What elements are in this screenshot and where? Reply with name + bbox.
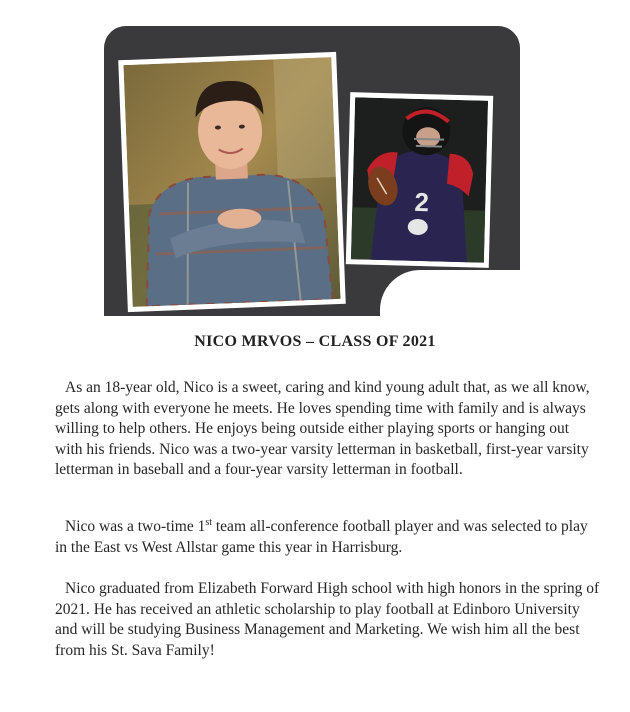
- banner-notch: [380, 270, 530, 330]
- bio-paragraph-2: [55, 517, 600, 558]
- bio-paragraph-1-text: As an 18-year old, Nico is a sweet, caring and kind young adult that, as we all know, gets along with everyone he meets. He loves spending time with family and is always willing to help others. He enjoys being outside either playing sports or hanging out with his friends. Nico was a two-year varsity letterman in basketball, first-year varsity letterman in baseball and a four-year varsity letterman in football.: [55, 379, 590, 478]
- bio-paragraph-1: [55, 378, 600, 481]
- bio-paragraph-3: [55, 579, 600, 661]
- jersey-number: 2: [414, 186, 430, 218]
- page-title: NICO MRVOS – CLASS OF 2021: [194, 333, 436, 350]
- ordinal-superscript: st: [205, 516, 212, 528]
- football-action-image: [351, 97, 488, 262]
- bio-paragraph-3-text: Nico graduated from Elizabeth Forward High school with high honors in the spring of 2021. He has received an athletic scholarship to play football at Edinboro University and will be studying Business Management and Marketing. We wish him all the best from his St. Sava Family!: [55, 580, 600, 659]
- portrait-photo: [118, 52, 346, 312]
- bio-paragraph-2-text-b: team all-conference football player and was selected to play in the East vs West Allstar game this year in Harrisburg.: [55, 518, 588, 556]
- football-photo: [346, 92, 493, 268]
- portrait-image: [123, 57, 340, 307]
- bio-paragraph-2-text-a: Nico was a two-time 1: [65, 518, 206, 535]
